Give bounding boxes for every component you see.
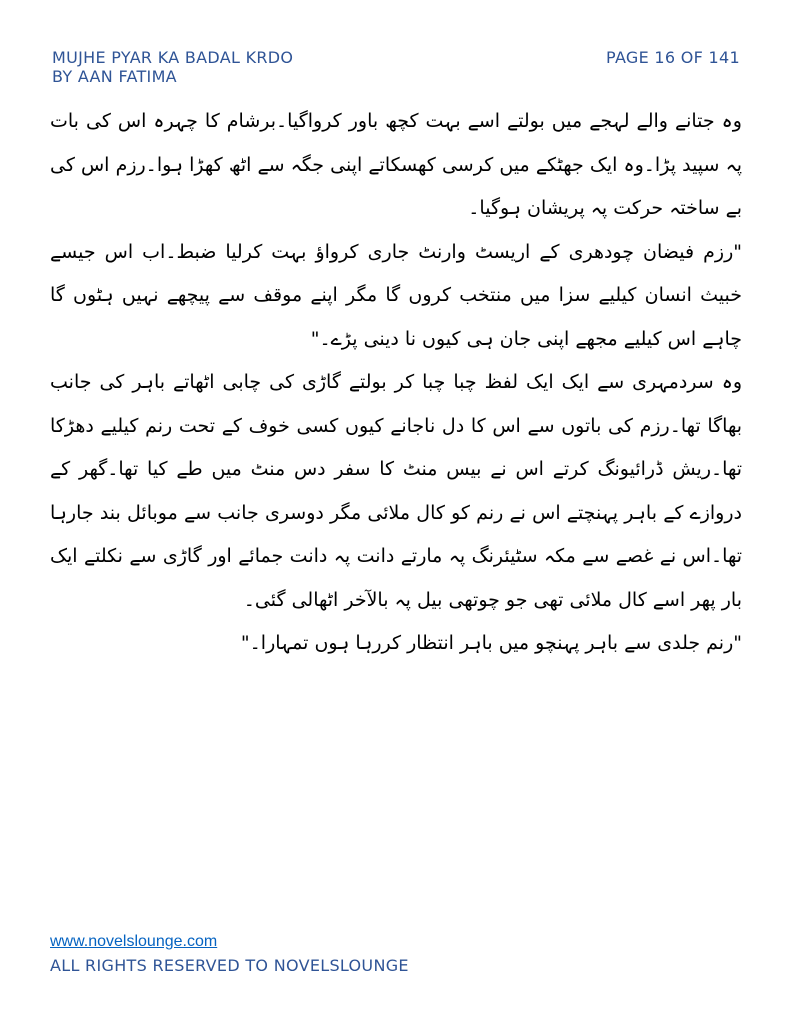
book-author: BY AAN FATIMA	[52, 67, 177, 86]
paragraph: وہ سردمہری سے ایک ایک لفظ چبا چبا کر بولتے گاڑی کی چابی اٹھاتے باہر کی جانب بھاگا تھا۔رزم کی باتوں سے اس کا دل ناجانے کیوں کسی خوف کے تحت رنم کیلیے دھڑکا تھا۔ریش ڈرائیونگ کرتے اس نے بیس منٹ کا سفر دس منٹ میں طے کیا تھا۔گھر کے دروازے کے باہر پہنچتے اس نے رنم کو کال ملائی مگر دوسری جانب سے موبائل بند جارہا تھا۔اس نے غصے سے مکہ سٹیئرنگ پہ مارتے دانت پہ دانت جمائے اور گاڑی سے نکلتے ایک بار پھر اسے کال ملائی تھی جو چوتھی بیل پہ بالآخر اٹھالی گئی۔	[50, 371, 742, 611]
paragraph: وہ جتانے والے لہجے میں بولتے اسے بہت کچھ باور کرواگیا۔برشام کا چہرہ اس کی بات پہ سپید پڑا۔وہ ایک جھٹکے میں کرسی کھسکاتے اپنی جگہ سے اٹھ کھڑا ہوا۔رزم اس کی بے ساختہ حرکت پہ پریشان ہوگیا۔	[50, 110, 742, 219]
page-indicator: PAGE 16 OF 141	[606, 48, 740, 67]
book-title: MUJHE PYAR KA BADAL KRDO	[52, 48, 294, 67]
paragraph: "رنم جلدی سے باہر پہنچو میں باہر انتظار کررہا ہوں تمہارا۔"	[240, 632, 742, 654]
website-link[interactable]: www.novelslounge.com	[50, 933, 218, 950]
page-header-left	[52, 48, 293, 86]
page-body	[50, 100, 742, 840]
page-footer	[50, 932, 409, 977]
paragraph: "رزم فیضان چودھری کے اریسٹ وارنٹ جاری کرواؤ بہت کرلیا ضبط۔اب اس جیسے خبیث انسان کیلیے سزا میں منتخب کروں گا مگر اپنے موقف سے پیچھے نہیں ہٹوں گا چاہے اس کیلیے مجھے اپنی جان ہی کیوں نا دینی پڑے۔"	[50, 240, 742, 350]
rights-notice: ALL RIGHTS RESERVED TO NOVELSLOUNGE	[50, 956, 409, 975]
